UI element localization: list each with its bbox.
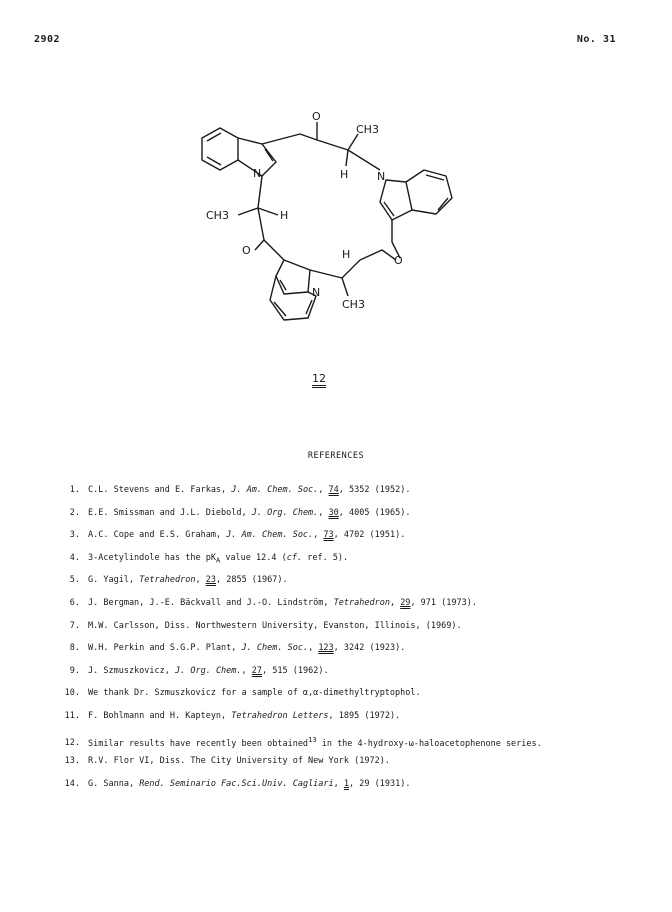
reference-c: , 1895 (1972). (328, 710, 401, 721)
atom-n-bottom: N (312, 286, 321, 299)
reference-b: J. Am. Chem. Soc. (231, 485, 319, 495)
reference-item (54, 529, 654, 552)
reference-num: 10. (64, 688, 80, 699)
reference-num: 4. (69, 552, 80, 563)
reference-c: , (318, 485, 329, 495)
reference-a: G. Sanna, (88, 778, 140, 789)
reference-d: 73 (323, 530, 334, 541)
reference-num: 13. (64, 756, 80, 767)
atom-n-left: N (253, 167, 262, 180)
reference-b: J. Org. Chem. (251, 507, 319, 518)
indole-benzene-ring-right (406, 170, 452, 214)
reference-num: 14. (64, 778, 80, 789)
reference-d: 29 (400, 597, 411, 608)
reference-num: 1. (69, 485, 80, 495)
reference-a: A.C. Cope and E.S. Graham, (88, 530, 227, 541)
atom-ch3-top: CH3 (356, 123, 379, 136)
reference-num: 12. (64, 738, 80, 749)
reference-d: 1 (343, 778, 350, 789)
reference-num: 9. (69, 665, 80, 676)
reference-a: We thank Dr. Szmuszkovicz for a sample of α,α-dimethyltryptophol. (88, 688, 421, 699)
reference-a: C.L. Stevens and E. Farkas, (88, 485, 232, 495)
atom-h-top: H (340, 168, 349, 181)
atom-o-left: O (242, 244, 251, 257)
reference-a: J. Szmuszkovicz, (88, 665, 175, 676)
reference-b: J. Chem. Soc. (241, 643, 309, 654)
reference-num: 11. (64, 710, 80, 721)
atom-h-left: H (280, 209, 289, 222)
reference-num: 3. (69, 530, 80, 541)
indole-pyrrole-ring-bottom (276, 260, 310, 294)
reference-b: J. Am. Chem. Soc. (226, 530, 314, 541)
reference-item (54, 507, 654, 530)
reference-a: Similar results have recently been obtained (88, 738, 309, 749)
reference-e: , 5352 (1952). (338, 485, 411, 495)
reference-num: 7. (69, 620, 80, 631)
references-heading: REFERENCES (307, 451, 365, 461)
atom-n-right: N (377, 170, 386, 183)
reference-item (54, 710, 654, 733)
reference-num: 5. (69, 575, 80, 586)
reference-a: R.V. Flor VI, Diss. The City University of New York (1972). (88, 756, 390, 767)
reference-item (54, 733, 654, 756)
indole-pyrrole-ring-right (380, 180, 412, 220)
reference-num: 8. (69, 643, 80, 654)
atom-ch3-left: CH3 (206, 209, 229, 222)
reference-a: 3-Acetylindole has the pK (88, 552, 216, 563)
reference-b: Rend. Seminario Fac.Sci.Univ. Cagliari (139, 778, 334, 789)
atom-o-right: O (394, 254, 403, 267)
reference-num: 2. (69, 507, 80, 518)
reference-e: , 29 (1931). (349, 778, 411, 789)
reference-sub: A (215, 555, 221, 565)
reference-d: 27 (251, 665, 263, 676)
reference-b: cf. (286, 552, 303, 563)
reference-e: , 515 (1962). (262, 665, 329, 676)
reference-a2: in the 4-hydroxy-ω-haloacetophenone series. (316, 738, 542, 749)
reference-a: G. Yagil, (88, 575, 140, 586)
reference-a: M.W. Carlsson, Diss. Northwestern University, Evanston, Illinois, (1969). (88, 620, 462, 631)
reference-e: , 971 (1973). (410, 597, 477, 608)
reference-b: Tetrahedron (333, 597, 390, 608)
reference-item (54, 484, 654, 507)
reference-item (54, 642, 654, 665)
reference-e: , 3242 (1923). (333, 643, 406, 654)
reference-item (54, 574, 654, 597)
journal-issue-number: No. 31 (576, 34, 616, 45)
reference-b: J. Org. Chem. (175, 665, 242, 676)
reference-a: J. Bergman, J.-E. Bäckvall and J.-O. Lindström, (88, 597, 334, 608)
atom-ch3-bottom: CH3 (342, 298, 365, 311)
reference-c: , (318, 507, 329, 518)
reference-c: , (308, 643, 319, 654)
reference-item (54, 778, 654, 801)
reference-a: F. Bohlmann and H. Kapteyn, (88, 710, 232, 721)
reference-item (54, 620, 654, 643)
reference-item (54, 687, 654, 710)
reference-num: 6. (69, 597, 80, 608)
reference-a: W.H. Perkin and S.G.P. Plant, (88, 643, 242, 654)
reference-e: , 4702 (1951). (333, 530, 406, 541)
reference-c: , (241, 665, 252, 676)
reference-d: 74 (328, 485, 339, 495)
reference-c: , (389, 597, 401, 608)
atom-h-mid: H (342, 248, 351, 261)
atom-o-top: O (312, 110, 321, 123)
reference-item (54, 665, 654, 688)
reference-d: 30 (328, 507, 339, 518)
reference-item (54, 597, 654, 620)
reference-e: , 2855 (1967). (215, 575, 288, 586)
reference-item (54, 552, 654, 575)
reference-c: ref. 5). (302, 552, 349, 563)
reference-c: , (313, 530, 324, 541)
reference-d: 123 (318, 643, 334, 654)
reference-c: , (195, 575, 206, 586)
chemical-structure-diagram (180, 110, 500, 370)
reference-a: E.E. Smissman and J.L. Diebold, (88, 507, 252, 518)
reference-list (54, 484, 654, 800)
reference-sup: 13 (308, 734, 317, 744)
reference-d: 23 (205, 575, 216, 586)
reference-c: , (333, 778, 344, 789)
reference-b: Tetrahedron Letters (231, 710, 329, 721)
reference-b: Tetrahedron (139, 575, 196, 586)
page-number: 2902 (34, 34, 61, 45)
compound-number-label: 12 (312, 372, 326, 385)
reference-a2: value 12.4 ( (220, 552, 287, 563)
reference-item (54, 755, 654, 778)
reference-e: , 4005 (1965). (338, 507, 411, 518)
